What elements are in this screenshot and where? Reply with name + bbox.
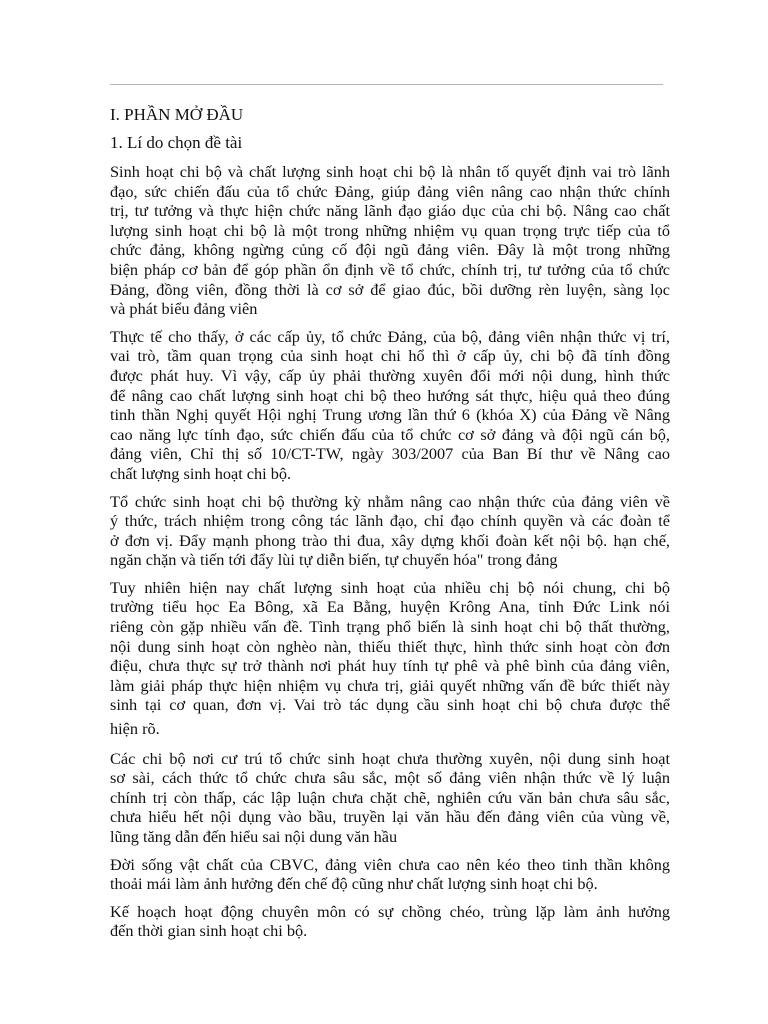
text-line: Các chi bộ nơi cư trú tổ chức sinh hoạt chưa thường xuyên, nội dung sinh hoạt [110,748,670,768]
text-line: sinh tại cơ quan, đơn vị. Vai trò tác dụng cầu sinh hoạt chi bộ chưa được thể [110,695,670,715]
text-line: Kế hoạch hoạt động chuyên môn có sự chồng chéo, trùng lặp làm ảnh hưởng [110,901,670,921]
text-line: ở đơn vị. Đẩy mạnh phong trào thi đua, xây dựng khối đoàn kết nội bộ. hạn chế, [110,530,670,550]
text-line: đến thời gian sinh hoạt chi bộ. [110,921,308,941]
text-line: ý thức, trách nhiệm trong công tác lãnh đạo, chỉ đạo chính quyền và các đoàn tể [110,511,670,531]
text-line: trường tiểu học Ea Bông, xã Ea Bằng, huyện Krông Ana, tỉnh Đức Link nói [110,597,670,617]
text-line: tinh thần Nghị quyết Hội nghị Trung ương lần thứ 6 (khóa X) của Đảng về Nâng [110,405,670,425]
paragraph-4 [110,578,670,715]
text-line: nội dung sinh hoạt còn nghèo nàn, thiếu thiết thực, hình thức sinh hoạt còn đơn [110,636,670,656]
subsection-heading: 1. Lí do chọn đề tài [110,133,243,152]
top-divider [110,84,663,85]
text-line: trị, tư tưởng và thực hiện chức năng lãnh đạo giáo dục của chi bộ. Nâng cao chất [110,201,670,221]
paragraph-3 [110,492,670,570]
paragraph-4-continued [110,719,670,739]
text-line: để nâng cao chất lượng sinh hoạt chi bộ theo hướng sát thực, hiệu quả theo đúng [110,385,670,405]
text-line: điệu, chưa thực sự trở thành nơi phát huy tính tự phê và phê bình của đảng viên, [110,656,670,676]
text-line: cao năng lực tính đạo, sức chiến đấu của tổ chức cơ sở đảng và đội ngũ cán bộ, [110,424,670,444]
text-line: hiện rõ. [110,719,160,739]
paragraph-2 [110,327,670,484]
text-line: lượng sinh hoạt chi bộ là một trong những nhiệm vụ quan trọng trực tiếp của tổ [110,220,670,240]
section-heading: I. PHẦN MỞ ĐẦU [110,105,244,124]
text-line: thoải mái làm ảnh hưởng đến chế độ cũng như chất lượng sinh hoạt chi bộ. [110,874,598,894]
paragraph-5 [110,749,670,847]
text-line: chính trị còn thấp, các lập luận chưa chặt chẽ, nghiên cứu văn bản chưa sâu sắc, [110,787,670,807]
paragraph-1 [110,162,670,319]
text-line: lũng tăng dẫn đến hiểu sai nội dung văn hầu [110,827,398,846]
text-line: chức đảng, không ngừng củng cố đội ngũ đảng viên. Đây là một trong những [110,240,670,260]
text-line: làm giải pháp thực hiện nhiệm vụ chưa trị, giải quyết những vấn đề bức thiết này [110,675,670,695]
text-line: đạo, sức chiến đấu của tổ chức Đảng, giúp đảng viên nâng cao nhận thức chính [110,181,670,201]
document-body [110,104,670,949]
text-line: đảng viên, Chỉ thị số 10/CT-TW, ngày 303/2007 của Ban Bí thư về Nâng cao [110,444,670,464]
text-line: và phát biểu đảng viên [110,299,258,319]
text-line: chất lượng sinh hoạt chi bộ. [110,463,292,483]
text-line: Tuy nhiên hiện nay chất lượng sinh hoạt của nhiều chị bộ nói chung, chi bộ [110,577,670,597]
text-line: Thực tế cho thấy, ở các cấp ủy, tổ chức Đảng, của bộ, đảng viên nhận thức vị trí, [110,326,670,346]
paragraph-6 [110,855,670,894]
text-line: chưa hiểu hết nội dụng vào bầu, truyền lại văn hầu đến đảng viên của vùng về, [110,807,670,827]
paragraph-7 [110,902,670,941]
text-line: Sinh hoạt chi bộ và chất lượng sinh hoạt chi bộ là nhân tố quyết định vai trò lãnh [110,162,670,181]
text-line: ngăn chặn và tiến tới đẩy lùi tự diễn biến, tự chuyển hóa" trong đảng [110,550,558,570]
text-line: Tổ chức sinh hoạt chi bộ thường kỳ nhằm nâng cao nhận thức của đảng viên về [110,491,670,511]
text-line: Đời sống vật chất của CBVC, đảng viên chưa cao nên kéo theo tinh thần không [110,854,670,874]
text-line: biện pháp cơ bản để góp phần ổn định về tổ chức, chính trị, tư tưởng của tổ chức [110,259,670,279]
text-line: Đảng, đồng viên, đồng thời là cơ sở để giao đúc, bồi dưỡng rèn luyện, sàng lọc [110,279,670,299]
text-line: sơ sài, cách thức tổ chức chưa sâu sắc, một số đảng viên nhận thức về lý luận [110,768,670,788]
text-line: vai trò, tầm quan trọng của sinh hoạt chi hổ thì ở cấp ủy, chi bộ đã tính đồng [110,346,670,366]
text-line: được phát huy. Vì vậy, cấp ủy phải thường xuyên đổi mới nội dung, hình thức [110,365,670,385]
text-line: riêng còn gặp nhiều vấn đề. Tình trạng phổ biến là sinh hoạt chi bộ thất thường, [110,617,670,637]
